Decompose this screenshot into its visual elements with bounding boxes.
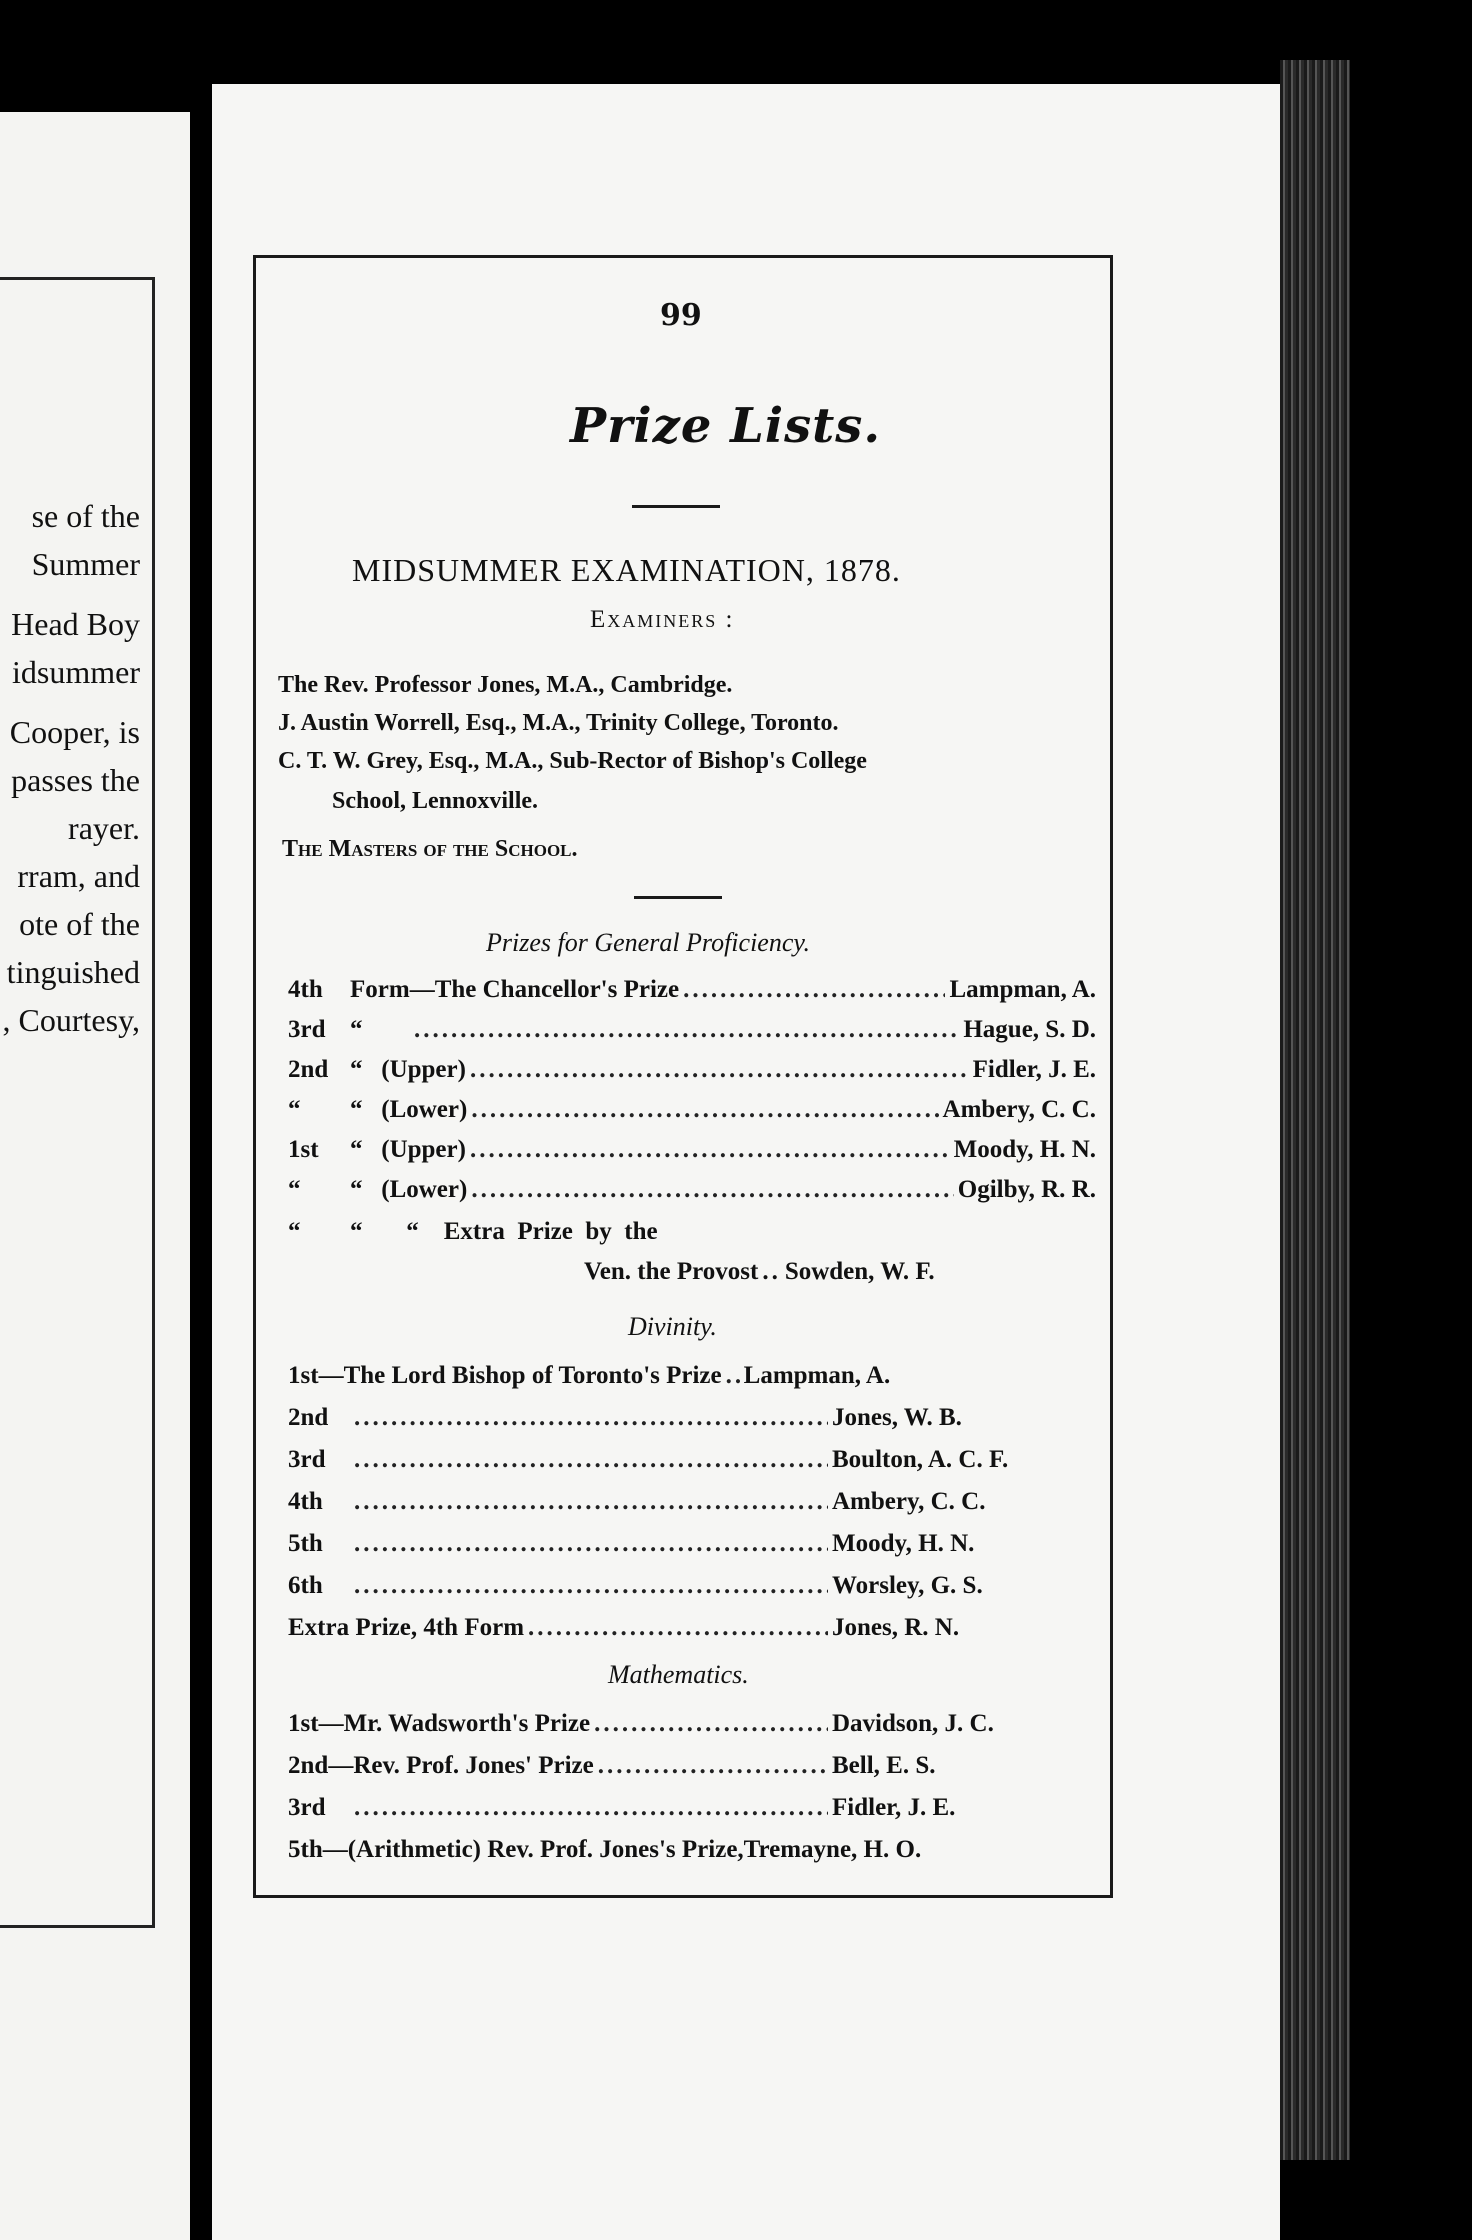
page-number: 99 [660,298,702,333]
table-row [288,1752,1096,1790]
row-position: 4th [288,1488,323,1515]
table-row [288,1176,1096,1214]
table-row [288,1016,1096,1054]
row-description: “ [350,1016,363,1043]
row-name: Ogilby, R. R. [957,1176,1096,1203]
row-position: “ [288,1096,301,1123]
row-name: Ambery, C. C. [832,1488,986,1515]
table-row [288,1096,1096,1134]
row-description: —(Arithmetic) Rev. Prof. Jones's Prize, [322,1836,744,1863]
row-name: Moody, H. N. [953,1136,1096,1163]
row-name: Tremayne, H. O. [743,1836,922,1863]
section-title-general: Prizes for General Proficiency. [486,928,810,957]
row-name: Worsley, G. S. [832,1572,983,1599]
left-page-text [0,492,140,1044]
row-position: 2nd [288,1056,329,1083]
table-row: Ven. the Provost .. Sowden, W. F. [584,1258,935,1285]
row-name: Lampman, A. [949,976,1096,1003]
row-name: Ambery, C. C. [942,1096,1096,1123]
divider [634,896,722,899]
row-description: “ (Lower) [350,1176,468,1203]
left-line: Summer [31,546,140,582]
row-name: Fidler, J. E. [972,1056,1096,1083]
examiner-line: J. Austin Worrell, Esq., M.A., Trinity College, Toronto. [278,710,839,736]
table-row [288,1794,1096,1832]
row-name: Sowden, W. F. [784,1258,935,1285]
left-line: tinguished [6,954,140,990]
row-position: “ [288,1218,301,1245]
left-line: ote of the [19,906,140,942]
row-position: 5th [288,1530,323,1557]
left-facing-page [0,112,190,2240]
left-line: rram, and [17,858,140,894]
book-gutter [190,0,212,2240]
left-line: Head Boy [11,606,140,642]
table-row [288,1710,1096,1748]
page-heading: Prize Lists. [570,398,882,454]
row-position: 6th [288,1572,323,1599]
examiner-line: School, Lennoxville. [332,788,539,814]
row-name: Moody, H. N. [832,1530,975,1557]
left-line: rayer. [68,810,140,846]
row-name: Hague, S. D. [963,1016,1096,1043]
row-position: 2nd [288,1404,329,1431]
row-position: 1st [288,1362,319,1389]
row-description: “ “ Extra Prize by the [350,1218,658,1245]
section-title-mathematics: Mathematics. [608,1660,749,1689]
left-line: se of the [31,498,140,534]
row-position: 4th [288,976,323,1003]
section-title-divinity: Divinity. [628,1312,717,1341]
row-name: Davidson, J. C. [832,1710,994,1737]
left-line: passes the [11,762,140,798]
row-position: 2nd [288,1752,329,1779]
row-position: Extra Prize, 4th Form [288,1614,525,1641]
row-description: “ (Lower) [350,1096,468,1123]
row-position: “ [288,1176,301,1203]
table-row [288,1614,1096,1652]
examiner-line: The Rev. Professor Jones, M.A., Cambridge. [278,672,733,698]
table-row [288,1362,1096,1400]
row-position: 3rd [288,1016,326,1043]
row-name: Jones, W. B. [832,1404,962,1431]
table-row [288,976,1096,1014]
page-edges [1280,60,1350,2160]
row-description: Ven. the Provost [584,1258,759,1285]
table-row [288,1530,1096,1568]
row-position: 3rd [288,1446,326,1473]
row-description: “ (Upper) [350,1136,466,1163]
left-line: Cooper, is [9,714,140,750]
table-row [288,1404,1096,1442]
row-name: Bell, E. S. [832,1752,936,1779]
row-name: Boulton, A. C. F. [832,1446,1009,1473]
row-description: —The Lord Bishop of Toronto's Prize [318,1362,722,1389]
row-description: Form—The Chancellor's Prize [350,976,680,1003]
left-line: idsummer [12,654,140,690]
table-row [288,1218,1096,1256]
examiners-label: Examiners : [590,606,735,633]
row-description: “ (Upper) [350,1056,466,1083]
examiner-line: C. T. W. Grey, Esq., M.A., Sub-Rector of Bishop's College [278,748,867,774]
row-name: Fidler, J. E. [832,1794,956,1821]
row-position: 1st [288,1710,319,1737]
row-description: —Mr. Wadsworth's Prize [318,1710,591,1737]
table-row [288,1446,1096,1484]
exam-title: MIDSUMMER EXAMINATION, 1878. [352,552,901,588]
table-row [288,1056,1096,1094]
examiner-line: The Masters of the School. [282,836,578,862]
left-line: , Courtesy, [2,1002,140,1038]
table-row [288,1136,1096,1174]
table-row [288,1488,1096,1526]
row-position: 3rd [288,1794,326,1821]
row-position: 5th [288,1836,323,1863]
row-name: Jones, R. N. [832,1614,960,1641]
divider [632,505,720,508]
row-position: 1st [288,1136,319,1163]
row-name: Lampman, A. [743,1362,891,1389]
row-description: —Rev. Prof. Jones' Prize [328,1752,594,1779]
table-row [288,1836,1096,1874]
table-row [288,1572,1096,1610]
